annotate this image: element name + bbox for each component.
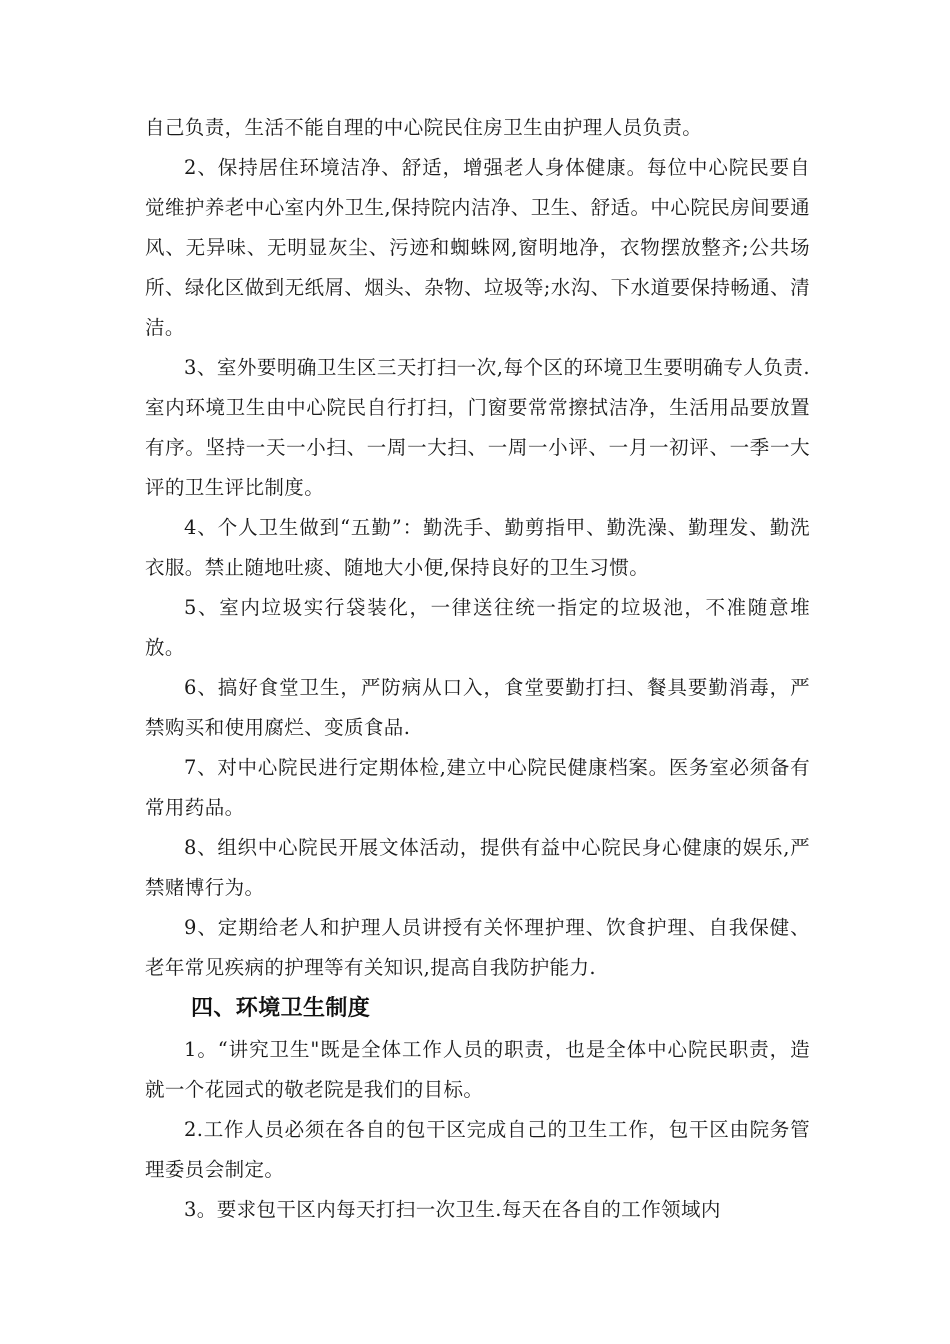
paragraph-item-4: 4、个人卫生做到“五勤”：勤洗手、勤剪指甲、勤洗澡、勤理发、勤洗衣服。禁止随地吐痰、随地大小便,保持良好的卫生习惯。 <box>145 516 810 579</box>
paragraph-item-5: 5、室内垃圾实行袋装化，一律送往统一指定的垃圾池，不准随意堆放。 <box>145 596 810 659</box>
paragraph-item-7: 7、对中心院民进行定期体检,建立中心院民健康档案。医务室必须备有常用药品。 <box>145 756 810 819</box>
paragraph-item-2: 2、保持居住环境洁净、舒适，增强老人身体健康。每位中心院民要自觉维护养老中心室内外卫生,保持院内洁净、卫生、舒适。中心院民房间要通风、无异味、无明显灰尘、污迹和蜘蛛网,窗明地净，衣物摆放整齐;公共场所、绿化区做到无纸屑、烟头、杂物、垃圾等;水沟、下水道要保持畅通、清洁。 <box>145 156 810 339</box>
section4-item-1: 1。“讲究卫生"既是全体工作人员的职责，也是全体中心院民职责，造就一个花园式的敬老院是我们的目标。 <box>145 1038 810 1101</box>
paragraph-continuation: 自己负责，生活不能自理的中心院民住房卫生由护理人员负责。 <box>145 116 703 139</box>
section-heading: 四、环境卫生制度 <box>191 996 371 1021</box>
paragraph-item-9: 9、定期给老人和护理人员讲授有关怀理护理、饮食护理、自我保健、老年常见疾病的护理等有关知识,提高自我防护能力. <box>145 916 810 979</box>
paragraph-item-8: 8、组织中心院民开展文体活动，提供有益中心院民身心健康的娱乐,严禁赌博行为。 <box>145 836 810 899</box>
paragraph-item-3: 3、室外要明确卫生区三天打扫一次,每个区的环境卫生要明确专人负责.室内环境卫生由中心院民自行打扫，门窗要常常擦拭洁净，生活用品要放置有序。坚持一天一小扫、一周一大扫、一周一小评、一月一初评、一季一大评的卫生评比制度。 <box>145 356 810 499</box>
section4-item-2: 2.工作人员必须在各自的包干区完成自己的卫生工作，包干区由院务管理委员会制定。 <box>145 1118 810 1181</box>
document-body <box>145 108 810 1230</box>
paragraph-item-6: 6、搞好食堂卫生，严防病从口入，食堂要勤打扫、餐具要勤消毒，严禁购买和使用腐烂、变质食品. <box>145 676 810 739</box>
section4-item-3: 3。要求包干区内每天打扫一次卫生.每天在各自的工作领域内 <box>184 1198 721 1221</box>
